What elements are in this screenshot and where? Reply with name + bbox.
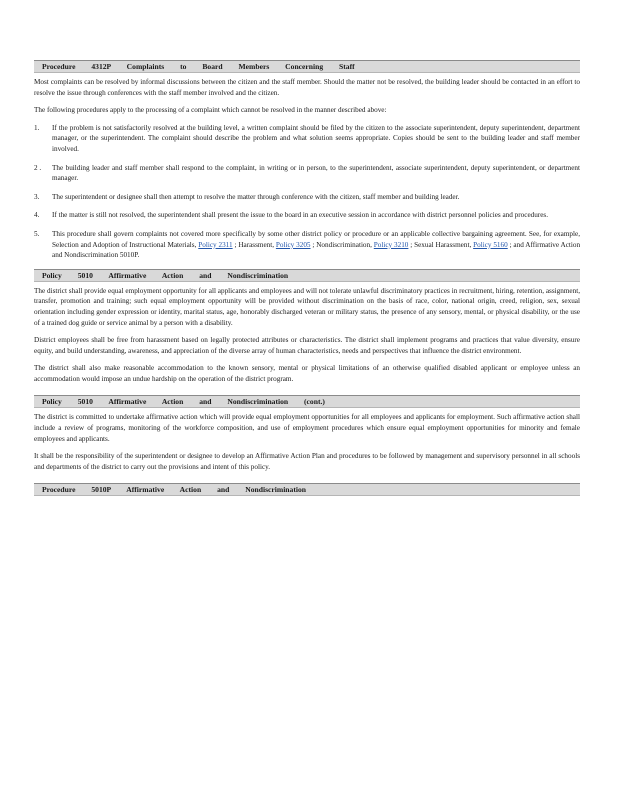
document-page xyxy=(34,60,580,500)
list-number: 4. xyxy=(34,211,40,220)
list-item xyxy=(34,123,580,155)
paragraph: The district shall provide equal employment opportunity for all applicants and employees and will not tolerate unlawful discriminatory practices in recruitment, hiring, retention, assignment, transfer, promotion and training; such equal employment opportunity will be provided without discrimination on the basis of race, color, national origin, creed, religion, sex, sexual orientation including gender expression or identity, marital status, age, honorably discharged veteran or military status, the presence of any sensory, mental, or physical disability, or the use of a trained dog guide or service animal by a person with a disability. xyxy=(34,286,580,327)
list-item xyxy=(34,210,580,221)
list-number: 1. xyxy=(34,123,40,132)
paragraph: The district is committed to undertake affirmative action which will provide equal employment opportunities for all employees and applicants for employment. Such affirmative action shall include a review of programs, monitoring of the workforce composition, and use of employment procedures which ensure equal employment opportunities for minority and female employees and applicants. xyxy=(34,413,580,443)
paragraph: The following procedures apply to the processing of a complaint which cannot be resolved in the manner described above: xyxy=(34,106,387,115)
paragraph: District employees shall be free from harassment based on legally protected attributes or characteristics. The district shall implement programs and practices that value diversity, ensure equity, and build understanding, awareness, and appreciation of the diverse array of human characteristics, needs and perspectives that influence the district environment. xyxy=(34,336,580,355)
list-item-text: ; Nondiscrimination, xyxy=(312,240,372,249)
list-item xyxy=(34,163,580,184)
procedure-list xyxy=(34,123,580,261)
list-item-text: ; Sexual Harassment, xyxy=(410,240,472,249)
list-item xyxy=(34,229,580,261)
section-header-5010-cont: Policy 5010 Affirmative Action and Nondiscrimination (cont.) xyxy=(34,395,580,408)
policy-2311-link[interactable]: Policy 2311 xyxy=(198,240,233,249)
list-item-text: ; and Affirmative Action and Nondiscrimination 5010P. xyxy=(52,240,581,260)
section-header-5010: Policy 5010 Affirmative Action and Nondiscrimination xyxy=(34,269,580,282)
section-header-5010p: Procedure 5010P Affirmative Action and Nondiscrimination xyxy=(34,483,580,496)
paragraph: It shall be the responsibility of the superintendent or designee to develop an Affirmative Action Plan and procedures to be followed by management and supervisory personnel in all schools and departments of the district to carry out the provisions and intent of this policy. xyxy=(34,452,580,471)
list-item-text: If the matter is still not resolved, the superintendent shall present the issue to the board in an executive session in accordance with district personnel policies and procedures. xyxy=(52,211,548,220)
section-header-4312p: Procedure 4312P Complaints to Board Members Concerning Staff xyxy=(34,60,580,73)
list-number: 2 . xyxy=(34,163,42,172)
list-item-text: If the problem is not satisfactorily resolved at the building level, a written complaint should be filed by the citizen to the associate superintendent, deputy superintendent, department manager, or the superintendent. The complaint should describe the problem and what solution seems appropriate. Copies should be sent to the building leader and staff member involved. xyxy=(52,123,580,153)
list-item-text: This procedure shall govern complaints not covered more specifically by some other district policy or procedure or an applicable collective bargaining agreement. See, for example, Selection and Adoption of Instructional Materials, xyxy=(52,229,580,249)
paragraph: The district shall also make reasonable accommodation to the known sensory, mental or physical limitations of an otherwise qualified disabled applicant or employee unless an accommodation would impose an undue hardship on the operation of the district program. xyxy=(34,364,580,383)
list-item-text: ; Harassment, xyxy=(234,240,275,249)
list-item-text: The superintendent or designee shall then attempt to resolve the matter through conference with the citizen, staff member and building leader. xyxy=(52,192,460,201)
paragraph: Most complaints can be resolved by informal discussions between the citizen and the staff member. Should the matter not be resolved, the building leader should be contacted in an effort to resolve the issue through conferences with the staff member involved and the citizen. xyxy=(34,78,580,97)
policy-3210-link[interactable]: Policy 3210 xyxy=(373,240,409,249)
policy-5160-link[interactable]: Policy 5160 xyxy=(473,240,508,249)
policy-3205-link[interactable]: Policy 3205 xyxy=(275,240,311,249)
list-item xyxy=(34,192,580,203)
list-number: 3. xyxy=(34,192,40,201)
list-number: 5. xyxy=(34,229,40,238)
list-item-text: The building leader and staff member shall respond to the complaint, in writing or in person, to the superintendent, associate superintendent, deputy superintendent, or department manager. xyxy=(52,163,580,183)
